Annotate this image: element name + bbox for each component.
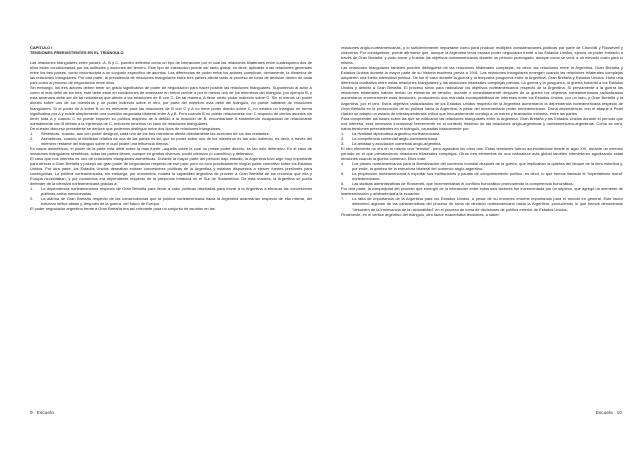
list-text: La amistad y asociación comercial anglo-argentina. <box>352 140 442 146</box>
right-footer-label: Escuela <box>595 411 613 416</box>
paragraph: Las relaciones triangulares entre países -A, B y C- pueden definirse como un tipo de interacción por el cual las relaciones bilaterales entre cualesquiera dos de ellos están condicionadas por las actitudes y acciones del tercero. Este tipo de interacción puede ser tanto global, es decir, aplicable a las relaciones generales entre los tres países, como circunscripta a un conjunto específico de asuntos. Las diferencias de poder entre los actores complican, obviamente, la dinámica de las relaciones triangulares. Por otra parte, la prevalencia de relaciones triangulares entre tres países afecta tanto al proceso de toma de decisión dentro de cada país como al proceso de negociación entre ellos. <box>30 60 312 86</box>
chapter-heading: CAPITULO I <box>30 45 53 50</box>
list-text: La alarma de Gran Bretaña respecto de las consecuencias que la política norteamericana hacia la Argentina acarrearían respecto de ella misma, del esfuerzo bélico aliado y, después de la guerra, del futuro de Europa. <box>41 196 312 207</box>
paragraph: El poder negociador argentino frente a Gran Bretaña era así relevante para un conjunto de asuntos en las <box>30 206 215 212</box>
paragraph: Para comprender las bases sobre las que se edificaron las relaciones triangulares entre la Argentina, Gran Bretaña y los Estados Unidos durante el período que nos interesa, será necesario incursionar brevemente en el contexto histórico de las relaciones anglo-argentinas y norteamericano-argentinas. Como se verá, había tensiones preexistentes en el triángulo, causadas básicamente por: <box>341 115 623 131</box>
paragraph: En casos asimétricos, el poder de la parte más débil sobre la más fuerte –aquella sobre la cual no posee poder directo- es tan sólo defensivo. En el caso de relaciones triangulares simétricas, todas las partes tienen, aunque en grados diversos, poder ofensivo (o coercitivo) y defensivo. <box>30 145 312 156</box>
list-text: La rivalidad diplomática argentino-norteamericana. <box>352 130 441 136</box>
right-page-number: 10 <box>616 411 622 416</box>
left-footer-label: Escuela <box>36 411 54 416</box>
paragraph: Sin embargo, los tres actores deben tener un grado significativo de poder de negociación para hacer posible las relaciones triangulares. Suponiendo al actor A como al más débil de los tres, éste debe estar en condiciones de amenazar en forma creíble a por lo menos uno de los miembros del triángulo, por ejemplo B, y esta amenaza debe ser de tal naturaleza que afecte a las relaciones de B con C. De tal manera, A tiene cierto poder indirecto sobre C. Sin el menos un poder directo sobre uno de los miembros y un poder indirecto sobre el otro, por parte del miembro más débil del triángulo, no puede hablarse de relaciones triangulares. Si el poder de A sobre B no es relevante para las relaciones de B con C y A no tiene poder directo sobre C, no existirá un triángulo en forma significativa por A y existe simplemente una cuestión negociada bilateral entre A y B. Pero cuando B no puede relacionarse con C respecto de ciertos asuntos sin tener toda A y cuando C no puede imponer su política respecto de A debido a la reacción de B, encontraríase A sosteniendo incapacidad de relacionarse normalmente con B debido a la injerencia de C, entonces tenemos un caso de relaciones triangulares. <box>30 85 312 126</box>
paragraph: Finalmente, en el vértice argentino del triángulo, otro factor exacerbaba tensiones, a saber: <box>341 211 500 217</box>
list-text: Los planes norteamericanos para la liberalización del comercio mundial después de la guerra, que implicaban la quiebra del bloque de la libra esterlina y, por ende, la quiebra de la estructura bilateral del comercio anglo-argentino. <box>352 161 623 172</box>
right-page-column <box>341 45 623 217</box>
list-text: La competencia comercial anglo-norteamericana. <box>352 135 439 141</box>
list-number: 1. <box>341 130 345 136</box>
list-number: 6. <box>341 181 345 187</box>
paragraph: Por otra parte, la complejidad del proceso que emergió de la interacción entre estos seis factores fue incrementada por un séptimo, que agregó un elemento de indeterminación y arbitrariedad a la ecuación: <box>341 186 623 197</box>
list-number: 3. <box>341 140 345 146</box>
list-text: La dependencia norteamericana respecto de Gran Bretaña para llevar a cabo políticas diseñadas para forzar a la Argentina a efectuar las concesiones políticas arriba mencionadas. <box>41 186 312 197</box>
list-item <box>341 161 623 171</box>
list-text: La falta de importancia de la Argentina para los Estados Unidos, a pesar de su enormes enorme importancia para el mundo en general. Este factor determinó algunas de las características del proceso de toma de decisión norteamericano hacia la Argentina, produciendo lo que hemos denominado "desorden de la irrelevancia de la racionalidad" en el proceso de toma de decisiones de política exterior de Estados Unidos. <box>352 196 623 212</box>
list-item <box>341 196 623 211</box>
list-text: Las tácticas administrativas de Roosevelt, que incrementaban el conflicto burocrático promoviendo la competencia burocrática. <box>352 181 574 187</box>
left-page-footer <box>30 410 54 418</box>
paragraph: El otro elemento no era en sí mismo una "tensión", pero agravaba los otros dos. Estas tensiones fueron acumulándose desde el siglo XIX, durante un extenso período en el que prevalecieron relaciones trilaterales complejas. Otros tres elementos de una naturaleza más global también intervinieron agudizando estas tensiones cuando la guerra comenzó. Ellos eran: <box>341 145 623 162</box>
list-item <box>30 186 312 196</box>
list-item <box>341 171 623 181</box>
list-number: 2. <box>30 196 34 202</box>
right-page-footer <box>596 410 622 418</box>
left-page-column <box>30 45 312 212</box>
list-number: 2. <box>30 135 34 141</box>
list-number: 1. <box>30 186 34 192</box>
paragraph: Las relaciones triangulares también pueden distinguirse de las relaciones trilaterales complejas, es decir, las relaciones entre la Argentina, Gran Bretaña y Estados Unidos durante la mayor parte de su historia moderna previa a 1941. Las relaciones triangulares emergen cuando las relaciones trilaterales complejas adquieren una fuerte intensidad política. Tal fue el caso durante la guerra y la temprana posguerra entre la Argentina, Gran Bretaña y Estados Unidos. Hubo una diferencia cualitativa entre estas relaciones triangulares y las relaciones trilaterales complejas previas. La guerra y la posguerra, la guerra fomentó a los Estados Unidos y debilitó a Gran Bretaña. El proceso sirvió para radicalizar los objetivos norteamericanos respecto de la Argentina. Si previamente a la guerra las relaciones trilaterales habían tenido un elemento de tensión, durante e inmediatamente después de la guerra los objetivos norteamericanos radicalizados aumentaron enormemente esas tensiones, produciendo una marcada incompatibilidad de intereses entre los Estados Unidos, por un lado, y Gran Bretaña y la Argentina, por el otro. Estos objetivos radicalizados de los Estados Unidos respecto de la Argentina aumentaron la dependencia norteamericana respecto de Gran Bretaña en la prosecución de su política hacia la Argentina, a pesar del incrementado poder norteamericano. Dicha dependencia, con el ataque a Pearl Harbor se adaptó un estado de interdependencia crítica que frecuentemente condujo a un estrés y frustración extrema, entre las partes. <box>341 65 623 116</box>
list-number: 1. <box>30 130 34 136</box>
list-number: 5. <box>341 171 345 177</box>
list-text: Simétricas, cuando, aun con poder desigual, cada uno de los tres miembros afecta directamente las acciones de los dos restantes. <box>41 130 270 136</box>
list-item <box>30 136 312 146</box>
left-page-number: 9 <box>30 411 33 416</box>
paragraph: De nuestro discurso precedente se deduce que podemos distinguir entre dos tipos de relaciones triangulares: <box>30 125 222 131</box>
list-item <box>30 196 312 206</box>
paragraph: relaciones anglo-norteamericanas, y lo suficientemente importante como para producir múltiples consideraciones políticas por parte de Churchill y Roosevelt y viceversa. Por consiguiente, puede afirmarse que, aunque la Argentina tenía escaso poder negociador frente a los Estados Unidos, ejercía un poder indirecto a través de Gran Bretaña, y pudo torcer y frustrar los objetivos norteamericanos durante un período prolongado, aunque como se verá, a un elevado costo para sí misma. <box>341 45 623 66</box>
list-number: 4. <box>341 161 345 167</box>
list-text: Asimétricas, cuando la debilidad relativa de una de las partes es tal, que su poder sobre uno de los miembros es tan sólo indirecto, es decir, a través del miembro restante del triángulo sobre el cual posee una influencia directa. <box>41 135 312 146</box>
list-number: 7. <box>341 196 345 202</box>
paragraph: El caso que nos interesa es uno de relaciones triangulares asimétricas. Durante la mayor parte del período bajo estudio, la Argentina tuvo algo muy importante para ofrecer a Gran Bretaña y poseyó así gran poder de negociación respecto de ese país, pero no tuvo prácticamente ningún poder coercitivo sobre los Estados Unidos. Por otra parte, los Estados Unidos deseaban extraer concesiones políticas de la Argentina y estaban dispuestos a ejercer fuertes presiones para conseguirlas. La política norteamericana, sin embargo, por momentos, notaba la capacidad argentina de proveer a Gran Bretaña de los recursos que ella y Europa necesitaban, y por momentos era dependiente respecto de la presencia británica en el Sur de Sudamérica. De esta manera, la Argentina se podía defender de la ofensiva norteamericana gracias a: <box>30 155 312 187</box>
section-heading: TENSIONES PREEXISTENTES EN EL TRIÁNGULO <box>30 50 124 56</box>
list-number: 2. <box>341 135 345 141</box>
list-text: La propensión norteamericana a exportar sus instituciones y pautas de comportamiento político, es decir, lo que hemos llamado el "imperialismo moral" norteamericano. <box>352 171 623 182</box>
